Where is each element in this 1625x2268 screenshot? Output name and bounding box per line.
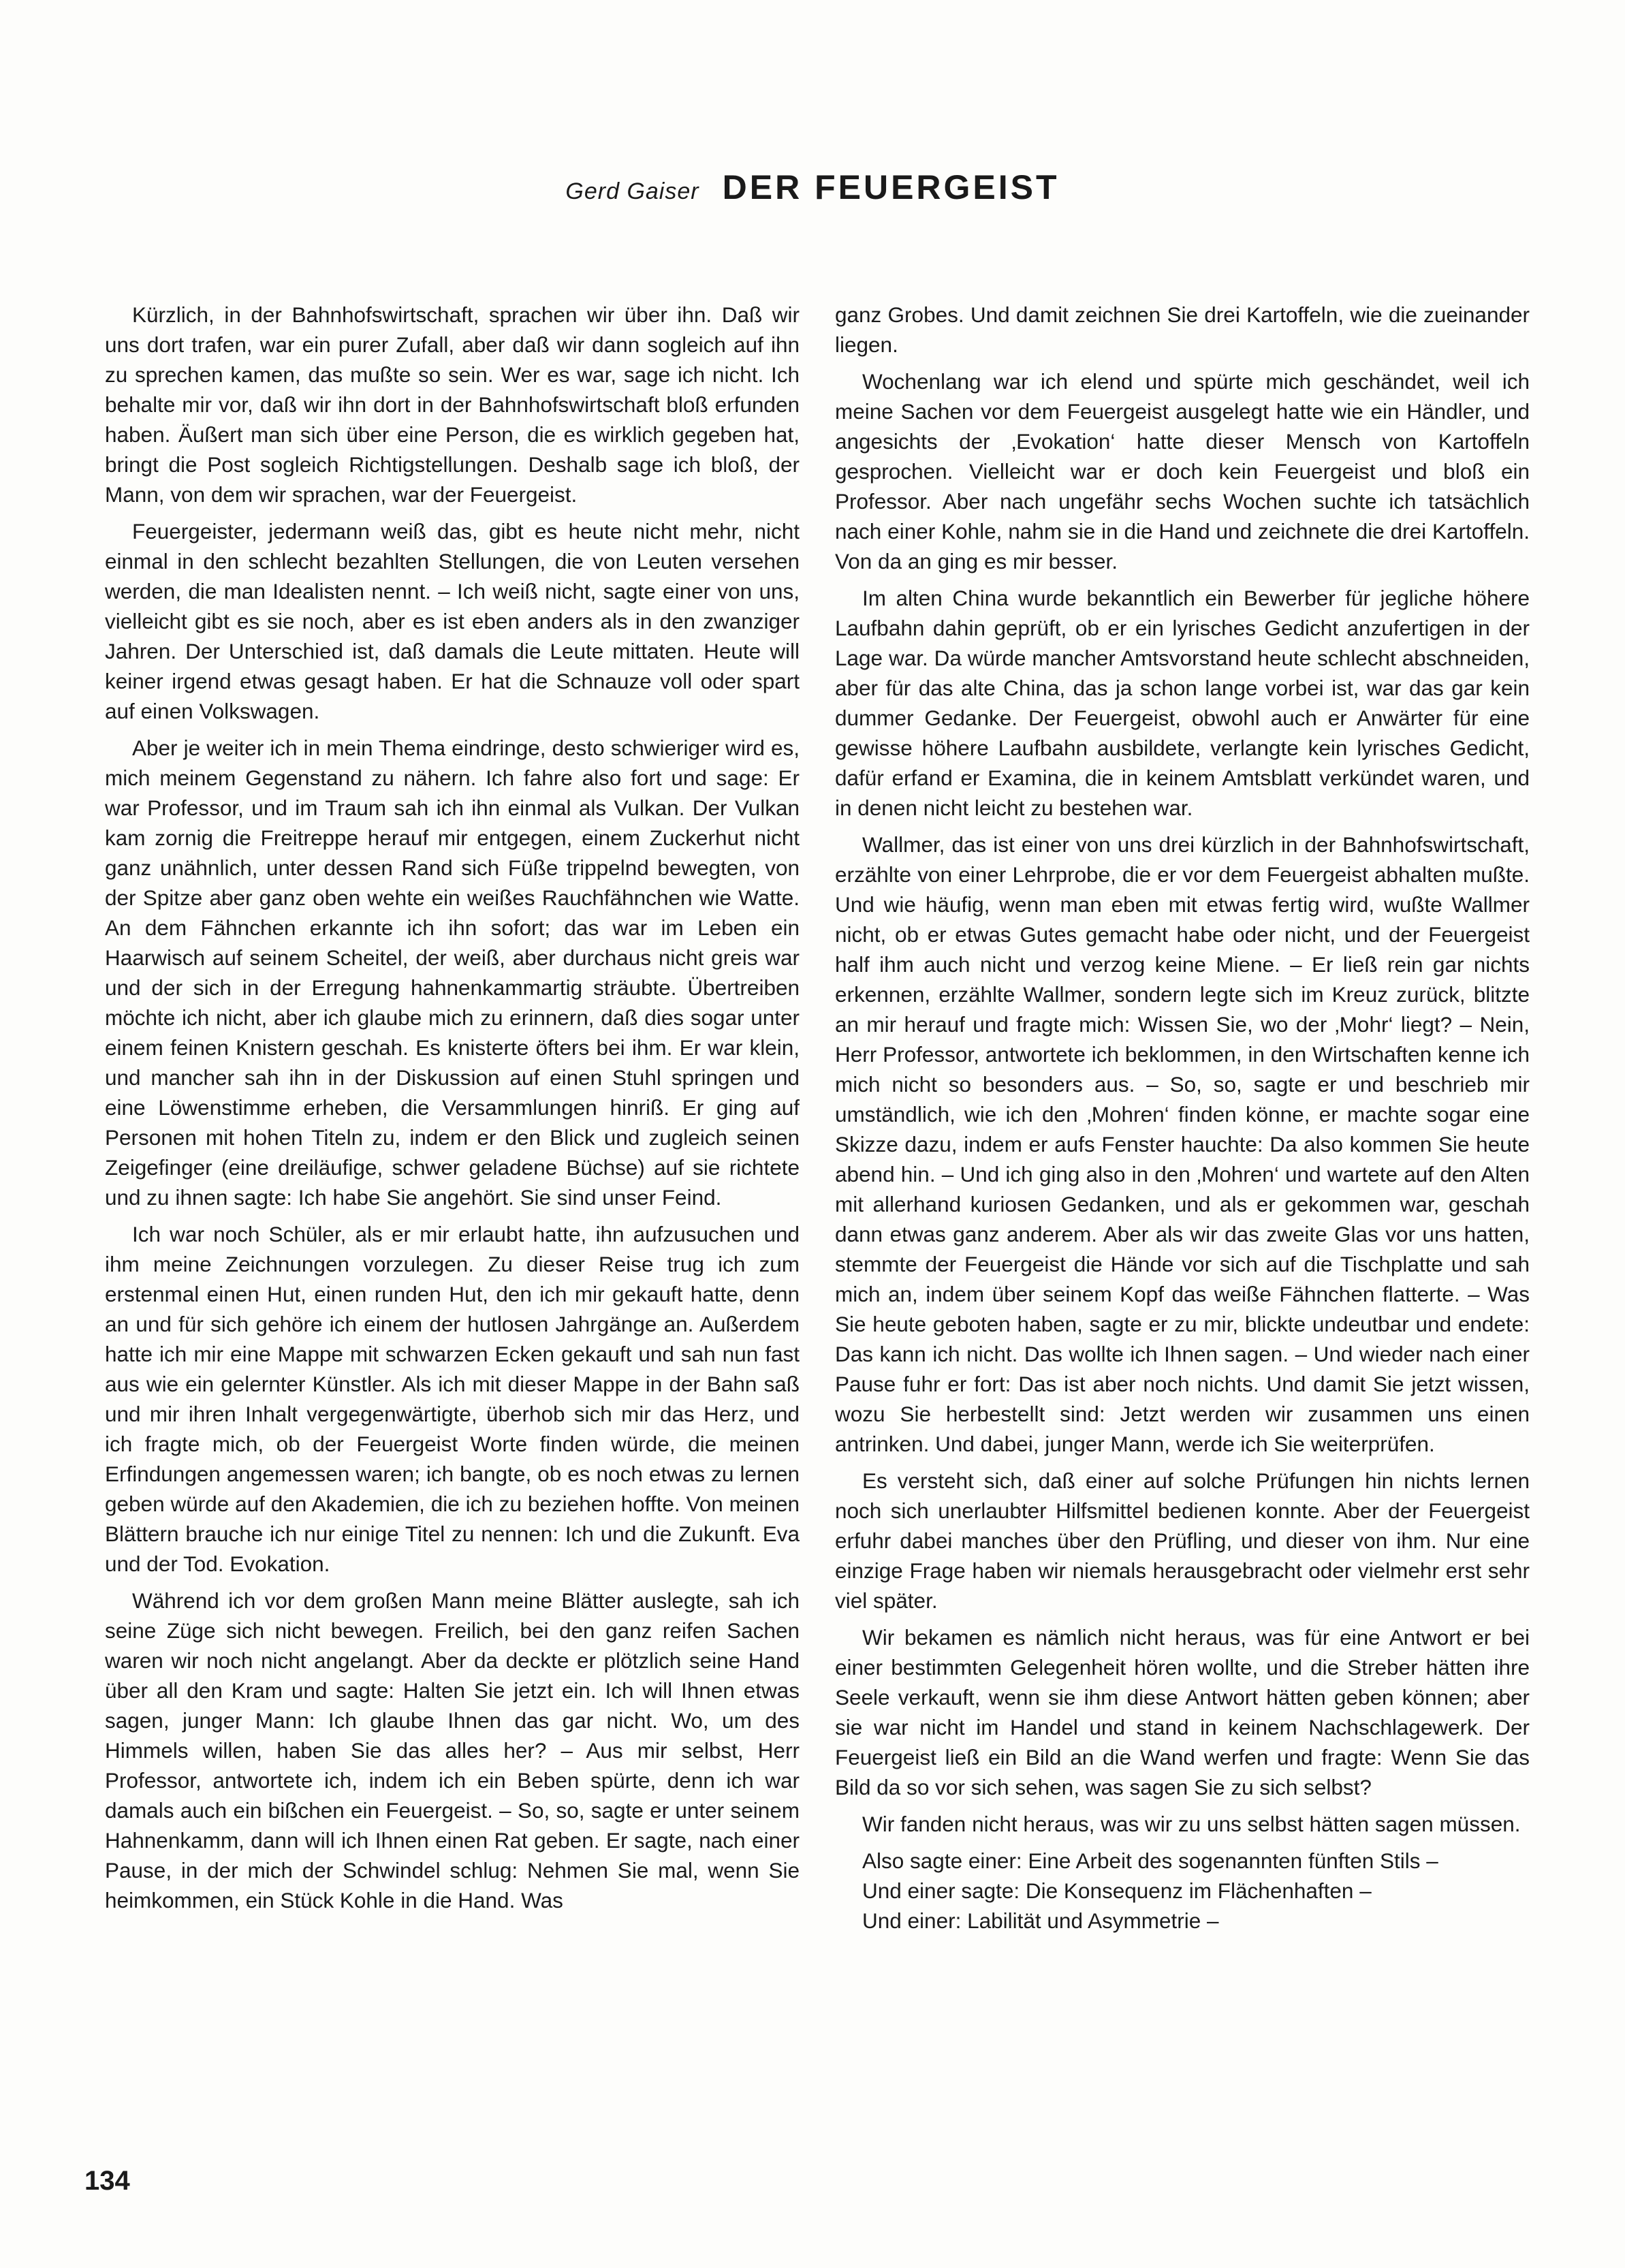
right-column [835,300,1530,2173]
author-name: Gerd Gaiser [565,178,699,204]
article-title: DER FEUERGEIST [722,168,1060,206]
dialogue-line: Also sagte einer: Eine Arbeit des sogenannten fünften Stils – [862,1848,1438,1873]
paragraph: Feuergeister, jedermann weiß das, gibt es heute nicht mehr, nicht einmal in den schlecht bezahlten Stellungen, die von Leuten versehen werden, die man Idealisten nennt. – Ich weiß nicht, sagte einer von uns, vielleicht gibt es sie noch, aber es ist eben anders als in den zwanziger Jahren. Der Unterschied ist, daß damals die Leute mittaten. Heute will keiner irgend etwas gesagt haben. Er hat die Schnauze voll oder spart auf einen Volkswagen. [105,519,800,723]
paragraph: Kürzlich, in der Bahnhofswirtschaft, sprachen wir über ihn. Daß wir uns dort trafen, war ein purer Zufall, aber daß wir dann sogleich auf ihn zu sprechen kamen, das mußte so sein. Wer es war, sage ich nicht. Ich behalte mir vor, daß wir ihn dort in der Bahnhofswirtschaft bloß erfunden haben. Äußert man sich über eine Person, die es wirklich gegeben hat, bringt die Post sogleich Richtigstellungen. Deshalb sage ich bloß, der Mann, von dem wir sprachen, war der Feuergeist. [105,302,800,507]
dialogue-line: Und einer: Labilität und Asymmetrie – [862,1908,1219,1933]
dialogue-line: Und einer sagte: Die Konsequenz im Flächenhaften – [862,1878,1372,1903]
paragraph: Im alten China wurde bekanntlich ein Bewerber für jegliche höhere Laufbahn dahin geprüft, ob er ein lyrisches Gedicht anzufertigen in der Lage war. Da würde mancher Amtsvorstand heute schlecht abschneiden, aber für das alte China, das ja schon lange vorbei ist, war das gar kein dummer Gedanke. Der Feuergeist, obwohl auch er Anwärter für eine gewisse höhere Laufbahn ausbildete, verlangte kein lyrisches Gedicht, dafür erfand er Examina, die in keinem Amtsblatt verkündet waren, und in denen nicht leicht zu bestehen war. [835,586,1530,820]
paragraph: Während ich vor dem großen Mann meine Blätter auslegte, sah ich seine Züge sich nicht bewegen. Freilich, bei den ganz reifen Sachen waren wir noch nicht angelangt. Aber da deckte er plötzlich seine Hand über all den Kram und sagte: Halten Sie jetzt ein. Ich will Ihnen etwas sagen, junger Mann: Ich glaube Ihnen das gar nicht. Wo, um des Himmels willen, haben Sie das alles her? – Aus mir selbst, Herr Professor, antwortete ich, indem ich ein Beben spürte, denn ich war damals auch ein bißchen ein Feuergeist. – So, so, sagte er unter seinem Hahnenkamm, dann will ich Ihnen einen Rat geben. Er sagte, nach einer Pause, in der mich der Schwindel schlug: Nehmen Sie mal, wenn Sie heimkommen, ein Stück Kohle in die Hand. Was [105,1588,800,1912]
paragraph: Aber je weiter ich in mein Thema eindringe, desto schwieriger wird es, mich meinem Gegenstand zu nähern. Ich fahre also fort und sage: Er war Professor, und im Traum sah ich ihn einmal als Vulkan. Der Vulkan kam zornig die Freitreppe herauf mir entgegen, einem Zuckerhut nicht ganz unähnlich, unter dessen Rand sich Füße trippelnd bewegten, von der Spitze aber ganz oben wehte ein weißes Rauchfähnchen wie Watte. An dem Fähnchen erkannte ich ihn sofort; das war im Leben ein Haarwisch auf seinem Scheitel, der weiß, aber durchaus nicht greis war und der sich in der Erregung hahnenkammartig sträubte. Übertreiben möchte ich nicht, aber ich glaube mich zu erinnern, daß dies sogar unter einem feinen Knistern geschah. Es knisterte öfters bei ihm. Er war klein, und mancher sah ihn in der Diskussion auf einen Stuhl springen und eine Löwenstimme erheben, die Versammlungen hinriß. Er ging auf Personen mit hohen Titeln zu, indem er den Blick und zugleich seinen Zeigefinger (eine dreiläufige, schwer geladene Büchse) auf sie richtete und zu ihnen sagte: Ich habe Sie angehört. Sie sind unser Feind. [105,736,800,1210]
paragraph: Wir bekamen es nämlich nicht heraus, was für eine Antwort er bei einer bestimmten Gelegenheit hören wollte, und die Streber hätten ihre Seele verkauft, wenn sie ihm diese Antwort hätten geben können; aber sie war nicht im Handel und stand in keinem Nachschlagewerk. Der Feuergeist ließ ein Bild an die Wand werfen und fragte: Wenn Sie das Bild da so vor sich sehen, was sagen Sie zu sich selbst? [835,1625,1530,1799]
paragraph: Wochenlang war ich elend und spürte mich geschändet, weil ich meine Sachen vor dem Feuergeist ausgelegt hatte wie ein Händler, und angesichts der ‚Evokation‘ hatte dieser Mensch von Kartoffeln gesprochen. Vielleicht war er doch kein Feuergeist und bloß ein Professor. Aber nach ungefähr sechs Wochen suchte ich tatsächlich nach einer Kohle, nahm sie in die Hand und zeichnete die drei Kartoffeln. Von da an ging es mir besser. [835,369,1530,573]
paragraph: Ich war noch Schüler, als er mir erlaubt hatte, ihn aufzusuchen und ihm meine Zeichnungen vorzulegen. Zu dieser Reise trug ich zum erstenmal einen Hut, einen runden Hut, den ich mir gekauft hatte, denn an und für sich gehöre ich einem der hutlosen Jahrgänge an. Außerdem hatte ich mir eine Mappe mit schwarzen Ecken gekauft und sah nun fast aus wie ein gelernter Künstler. Als ich mit dieser Mappe in der Bahn saß und mir ihren Inhalt vergegenwärtigte, überhob sich mir das Herz, und ich fragte mich, ob der Feuergeist Worte finden würde, die meinen Erfindungen angemessen waren; ich bangte, ob es noch etwas zu lernen geben würde auf den Akademien, die ich zu beziehen hoffte. Von meinen Blättern brauche ich nur einige Titel zu nennen: Ich und die Zukunft. Eva und der Tod. Evokation. [105,1222,800,1576]
paragraph: Wallmer, das ist einer von uns drei kürzlich in der Bahnhofswirtschaft, erzählte von einer Lehrprobe, die er vor dem Feuergeist abhalten mußte. Und wie häufig, wenn man eben mit etwas fertig wird, wußte Wallmer nicht, ob er etwas Gutes gemacht habe oder nicht, und der Feuergeist half ihm auch nicht und verzog keine Miene. – Er ließ rein gar nichts erkennen, erzählte Wallmer, sondern legte sich im Kreuz zurück, blitzte an mir herauf und fragte mich: Wissen Sie, wo der ‚Mohr‘ liegt? – Nein, Herr Professor, antwortete ich beklommen, in den Wirtschaften kenne ich mich nicht so besonders aus. – So, so, sagte er und beschrieb mir umständlich, wie ich den ‚Mohren‘ finden könne, er machte sogar eine Skizze dazu, indem er aufs Fenster hauchte: Da also kommen Sie heute abend hin. – Und ich ging also in den ‚Mohren‘ und wartete auf den Alten mit allerhand kuriosen Gedanken, und als er gekommen war, geschah dann etwas ganz anderem. Aber als wir das zweite Glas vor uns hatten, stemmte der Feuergeist die Hände vor sich auf die Tischplatte und sah mich an, indem über seinem Kopf das weiße Fähnchen flatterte. – Was Sie heute geboten haben, sagte er zu mir, blickte undeutbar und endete: Das kann ich nicht. Das wollte ich Ihnen sagen. – Und wieder nach einer Pause fuhr er fort: Das ist aber noch nichts. Und damit Sie jetzt wissen, wozu Sie herbestellt sind: Jetzt werden wir zusammen uns einen antrinken. Und dabei, junger Mann, werde ich Sie weiterprüfen. [835,832,1530,1456]
left-column [105,300,800,2173]
paragraph-continuation: ganz Grobes. Und damit zeichnen Sie drei Kartoffeln, wie die zueinander liegen. [835,302,1530,357]
paragraph: Wir fanden nicht heraus, was wir zu uns selbst hätten sagen müssen. [862,1812,1521,1836]
paragraph: Es versteht sich, daß einer auf solche Prüfungen hin nichts lernen noch sich unerlaubter Hilfsmittel bedienen konnte. Aber der Feuergeist erfuhr dabei manches über den Prüfling, und dieser von ihm. Nur eine einzige Frage haben wir niemals herausgebracht oder vielmehr erst sehr viel später. [835,1468,1530,1613]
page-number: 134 [84,2166,130,2196]
article-header [0,168,1625,207]
